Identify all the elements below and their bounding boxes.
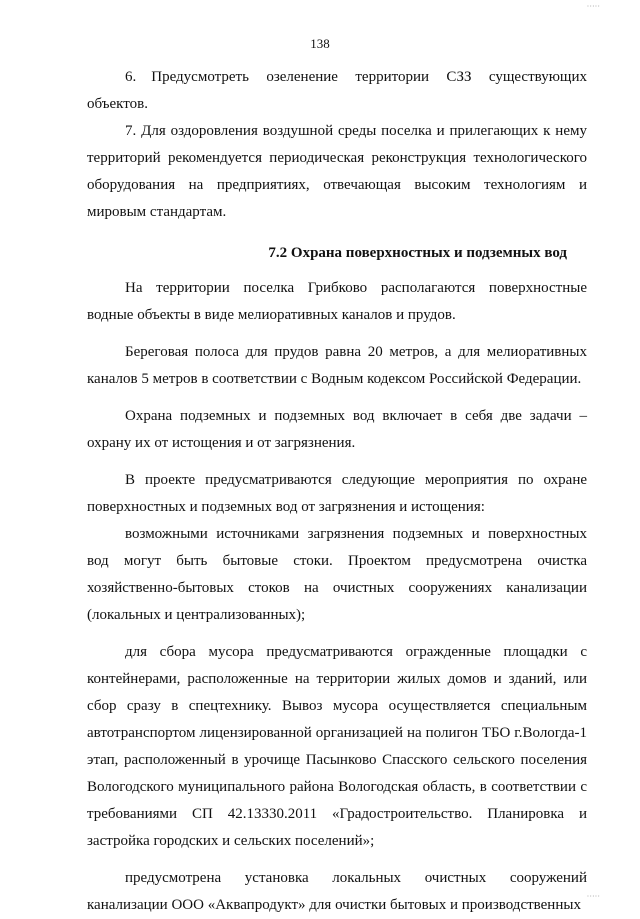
page-number: 138	[310, 36, 330, 51]
paragraph: для сбора мусора предусматриваются огражденные площадки с контейнерами, расположенные на территории жилых домов и зданий, или сбор сразу в спецтехнику. Вывоз мусора осуществляется специальным автотранспортом лицензированной организацией на полигон ТБО г.Вологда-1 этап, расположенный в урочище Пасынково Спасского сельского поселения Вологодского муниципального района Вологодская область, в соответствии с требованиями СП 42.13330.2011 «Градостроительство. Планировка и застройка городских и сельских поселений»;	[87, 644, 587, 849]
corner-mark-bottom: ·····	[586, 892, 600, 901]
paragraph: На территории поселка Грибково располагаются поверхностные водные объекты в виде мелиоративных каналов и прудов.	[87, 280, 587, 323]
corner-mark-top: ·····	[586, 2, 600, 11]
list-item-6: 6. Предусмотреть озеленение территории СЗЗ существующих объектов.	[87, 69, 587, 112]
paragraph: возможными источниками загрязнения подземных и поверхностных вод могут быть бытовые стоки. Проектом предусмотрена очистка хозяйственно-бытовых стоков на очистных сооружениях канализации (локальных и централизованных);	[87, 526, 587, 623]
paragraph: Охрана подземных и подземных вод включает в себя две задачи – охрану их от истощения и от загрязнения.	[87, 408, 587, 451]
paragraph: Береговая полоса для прудов равна 20 метров, а для мелиоративных каналов 5 метров в соответствии с Водным кодексом Российской Федерации.	[87, 344, 587, 387]
paragraph: предусмотрена установка локальных очистных сооружений канализации ООО «Аквапродукт» для очистки бытовых и производственных	[87, 870, 587, 913]
list-item-7: 7. Для оздоровления воздушной среды поселка и прилегающих к нему территорий рекомендуется периодическая реконструкция технологического оборудования на предприятиях, отвечающая высоким технологиям и мировым стандартам.	[87, 123, 587, 220]
section-heading: 7.2 Охрана поверхностных и подземных вод	[268, 245, 567, 261]
paragraph: В проекте предусматриваются следующие мероприятия по охране поверхностных и подземных вод от загрязнения и истощения:	[87, 472, 587, 515]
document-body	[87, 64, 587, 919]
